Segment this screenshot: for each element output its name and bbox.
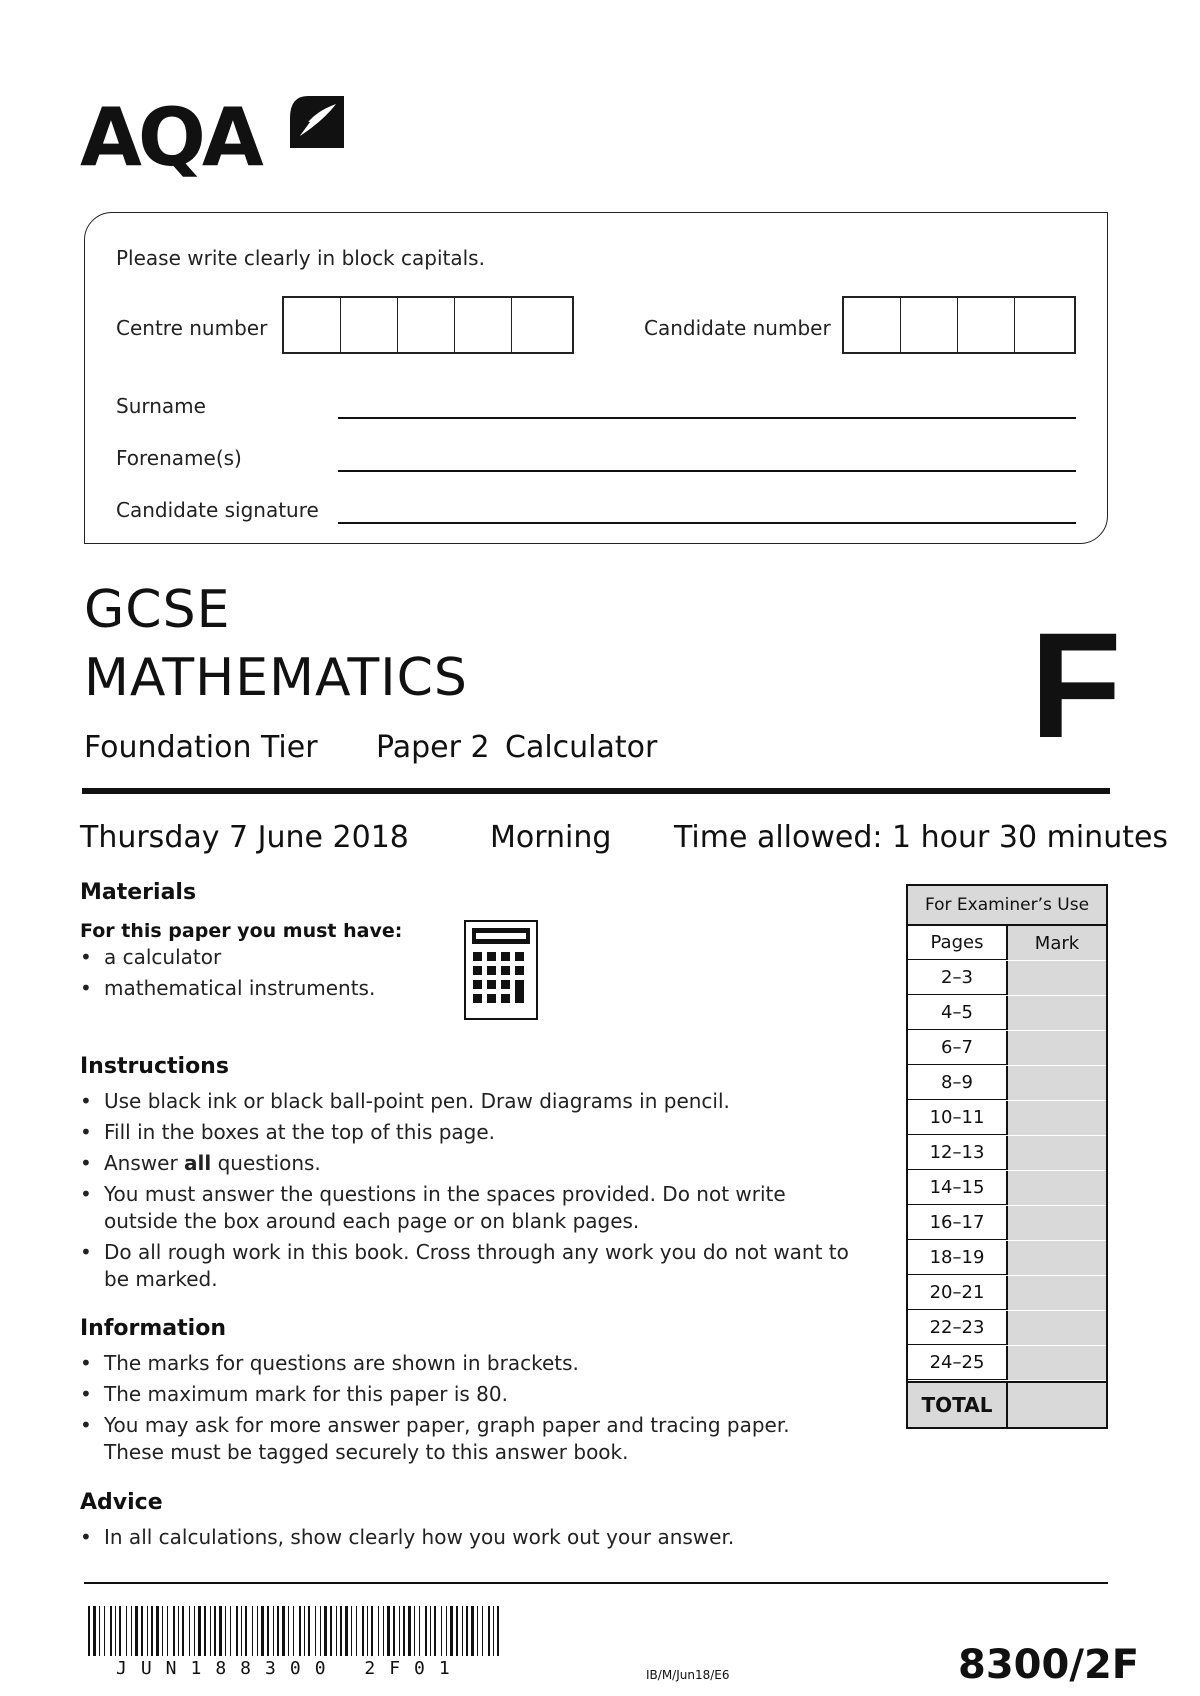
table-row — [908, 1206, 1106, 1241]
pages-cell: 24–25 — [908, 1346, 1008, 1380]
pages-cell: 4–5 — [908, 996, 1008, 1030]
pages-cell: 16–17 — [908, 1206, 1008, 1240]
candidate-digit-box[interactable] — [958, 298, 1015, 352]
advice-list — [80, 1524, 860, 1555]
instructions-list — [80, 1088, 860, 1297]
block-capitals-instruction: Please write clearly in block capitals. — [116, 246, 485, 270]
centre-digit-box[interactable] — [284, 298, 341, 352]
pages-cell: 18–19 — [908, 1241, 1008, 1275]
paper-code: 8300/2F — [958, 1642, 1140, 1688]
candidate-number-label: Candidate number — [644, 316, 831, 340]
pages-cell: 14–15 — [908, 1171, 1008, 1205]
table-row — [908, 996, 1106, 1031]
mark-cell — [1008, 996, 1106, 1030]
list-item — [80, 1150, 860, 1177]
barcode-icon — [88, 1606, 500, 1656]
list-item: • The marks for questions are shown in brackets. — [80, 1350, 840, 1377]
instructions-heading: Instructions — [80, 1054, 229, 1079]
mark-cell — [1008, 1346, 1106, 1380]
centre-number-boxes[interactable] — [282, 296, 574, 354]
table-row — [908, 1031, 1106, 1066]
table-row — [908, 1311, 1106, 1346]
mark-column-header: Mark — [1008, 926, 1106, 960]
footer-rule — [84, 1582, 1108, 1584]
signature-line[interactable] — [338, 522, 1076, 524]
information-heading: Information — [80, 1316, 226, 1341]
logo-text: AQA — [80, 91, 260, 184]
title-rule — [82, 788, 1110, 794]
pages-cell: 20–21 — [908, 1276, 1008, 1310]
pages-cell: 8–9 — [908, 1066, 1008, 1100]
centre-digit-box[interactable] — [512, 298, 569, 352]
candidate-number-boxes[interactable] — [842, 296, 1076, 354]
aqa-logo — [80, 88, 350, 188]
pages-cell: 10–11 — [908, 1101, 1008, 1135]
tier-label: Foundation Tier — [84, 730, 318, 765]
list-item: • Do all rough work in this book. Cross through any work you do not want to be marked. — [80, 1239, 860, 1293]
examiner-table-title: For Examiner’s Use — [908, 886, 1106, 926]
signature-label: Candidate signature — [116, 498, 319, 522]
pages-cell: 22–23 — [908, 1311, 1008, 1345]
mark-cell — [1008, 1171, 1106, 1205]
list-item: • a calculator — [80, 944, 460, 971]
surname-label: Surname — [116, 394, 206, 418]
mark-cell — [1008, 961, 1106, 995]
answer-prefix: Answer — [104, 1151, 178, 1175]
table-row — [908, 1276, 1106, 1311]
list-item: • Use black ink or black ball-point pen. Draw diagrams in pencil. — [80, 1088, 860, 1115]
centre-digit-box[interactable] — [398, 298, 455, 352]
calculator-label: Calculator — [505, 730, 658, 765]
paper-label: Paper 2 — [376, 730, 490, 765]
mark-cell — [1008, 1311, 1106, 1345]
candidate-digit-box[interactable] — [844, 298, 901, 352]
mark-cell — [1008, 1206, 1106, 1240]
total-label: TOTAL — [908, 1383, 1008, 1427]
candidate-digit-box[interactable] — [1015, 298, 1072, 352]
centre-number-label: Centre number — [116, 316, 268, 340]
mark-cell — [1008, 1031, 1106, 1065]
pages-cell: 6–7 — [908, 1031, 1008, 1065]
pages-cell: 2–3 — [908, 961, 1008, 995]
total-mark-cell — [1008, 1383, 1106, 1427]
pages-column-header: Pages — [908, 926, 1008, 960]
forenames-label: Forename(s) — [116, 446, 242, 470]
total-row — [908, 1381, 1106, 1427]
table-row — [908, 1066, 1106, 1101]
time-allowed: Time allowed: 1 hour 30 minutes — [674, 820, 1169, 855]
list-item: • The maximum mark for this paper is 80. — [80, 1381, 840, 1408]
materials-subheading: For this paper you must have: — [80, 920, 403, 942]
surname-line[interactable] — [338, 417, 1076, 419]
exam-session: Morning — [490, 820, 612, 855]
mark-cell — [1008, 1276, 1106, 1310]
table-row — [908, 1101, 1106, 1136]
barcode-text: JUN188300 2F01 — [116, 1658, 464, 1679]
examiner-use-table — [906, 884, 1108, 1429]
list-item: • mathematical instruments. — [80, 975, 460, 1002]
table-row — [908, 961, 1106, 996]
exam-date: Thursday 7 June 2018 — [80, 820, 409, 855]
mark-cell — [1008, 1066, 1106, 1100]
table-row — [908, 1171, 1106, 1206]
materials-heading: Materials — [80, 880, 197, 905]
answer-emphasis: all — [184, 1151, 212, 1175]
centre-digit-box[interactable] — [341, 298, 398, 352]
leaf-icon — [288, 92, 346, 150]
table-row — [908, 1136, 1106, 1171]
list-item: • Fill in the boxes at the top of this page. — [80, 1119, 860, 1146]
list-item: • In all calculations, show clearly how you work out your answer. — [80, 1524, 860, 1551]
mark-cell — [1008, 1101, 1106, 1135]
examiner-table-header-row — [908, 926, 1106, 961]
list-item: • You must answer the questions in the spaces provided. Do not write outside the box around each page or on blank pages. — [80, 1181, 860, 1235]
paper-reference: IB/M/Jun18/E6 — [646, 1668, 730, 1682]
pages-cell: 12–13 — [908, 1136, 1008, 1170]
table-row — [908, 1241, 1106, 1276]
calculator-icon — [464, 920, 538, 1020]
advice-heading: Advice — [80, 1490, 163, 1515]
candidate-digit-box[interactable] — [901, 298, 958, 352]
table-row — [908, 1346, 1106, 1381]
forenames-line[interactable] — [338, 470, 1076, 472]
list-item: • You may ask for more answer paper, graph paper and tracing paper. These must be tagged securely to this answer book. — [80, 1412, 840, 1466]
tier-letter: F — [1030, 601, 1122, 769]
centre-digit-box[interactable] — [455, 298, 512, 352]
mark-cell — [1008, 1136, 1106, 1170]
subject-title: MATHEMATICS — [84, 648, 468, 708]
answer-suffix: questions. — [217, 1151, 321, 1175]
materials-list — [80, 944, 460, 1006]
information-list — [80, 1350, 840, 1470]
qualification-title: GCSE — [84, 580, 231, 640]
mark-cell — [1008, 1241, 1106, 1275]
